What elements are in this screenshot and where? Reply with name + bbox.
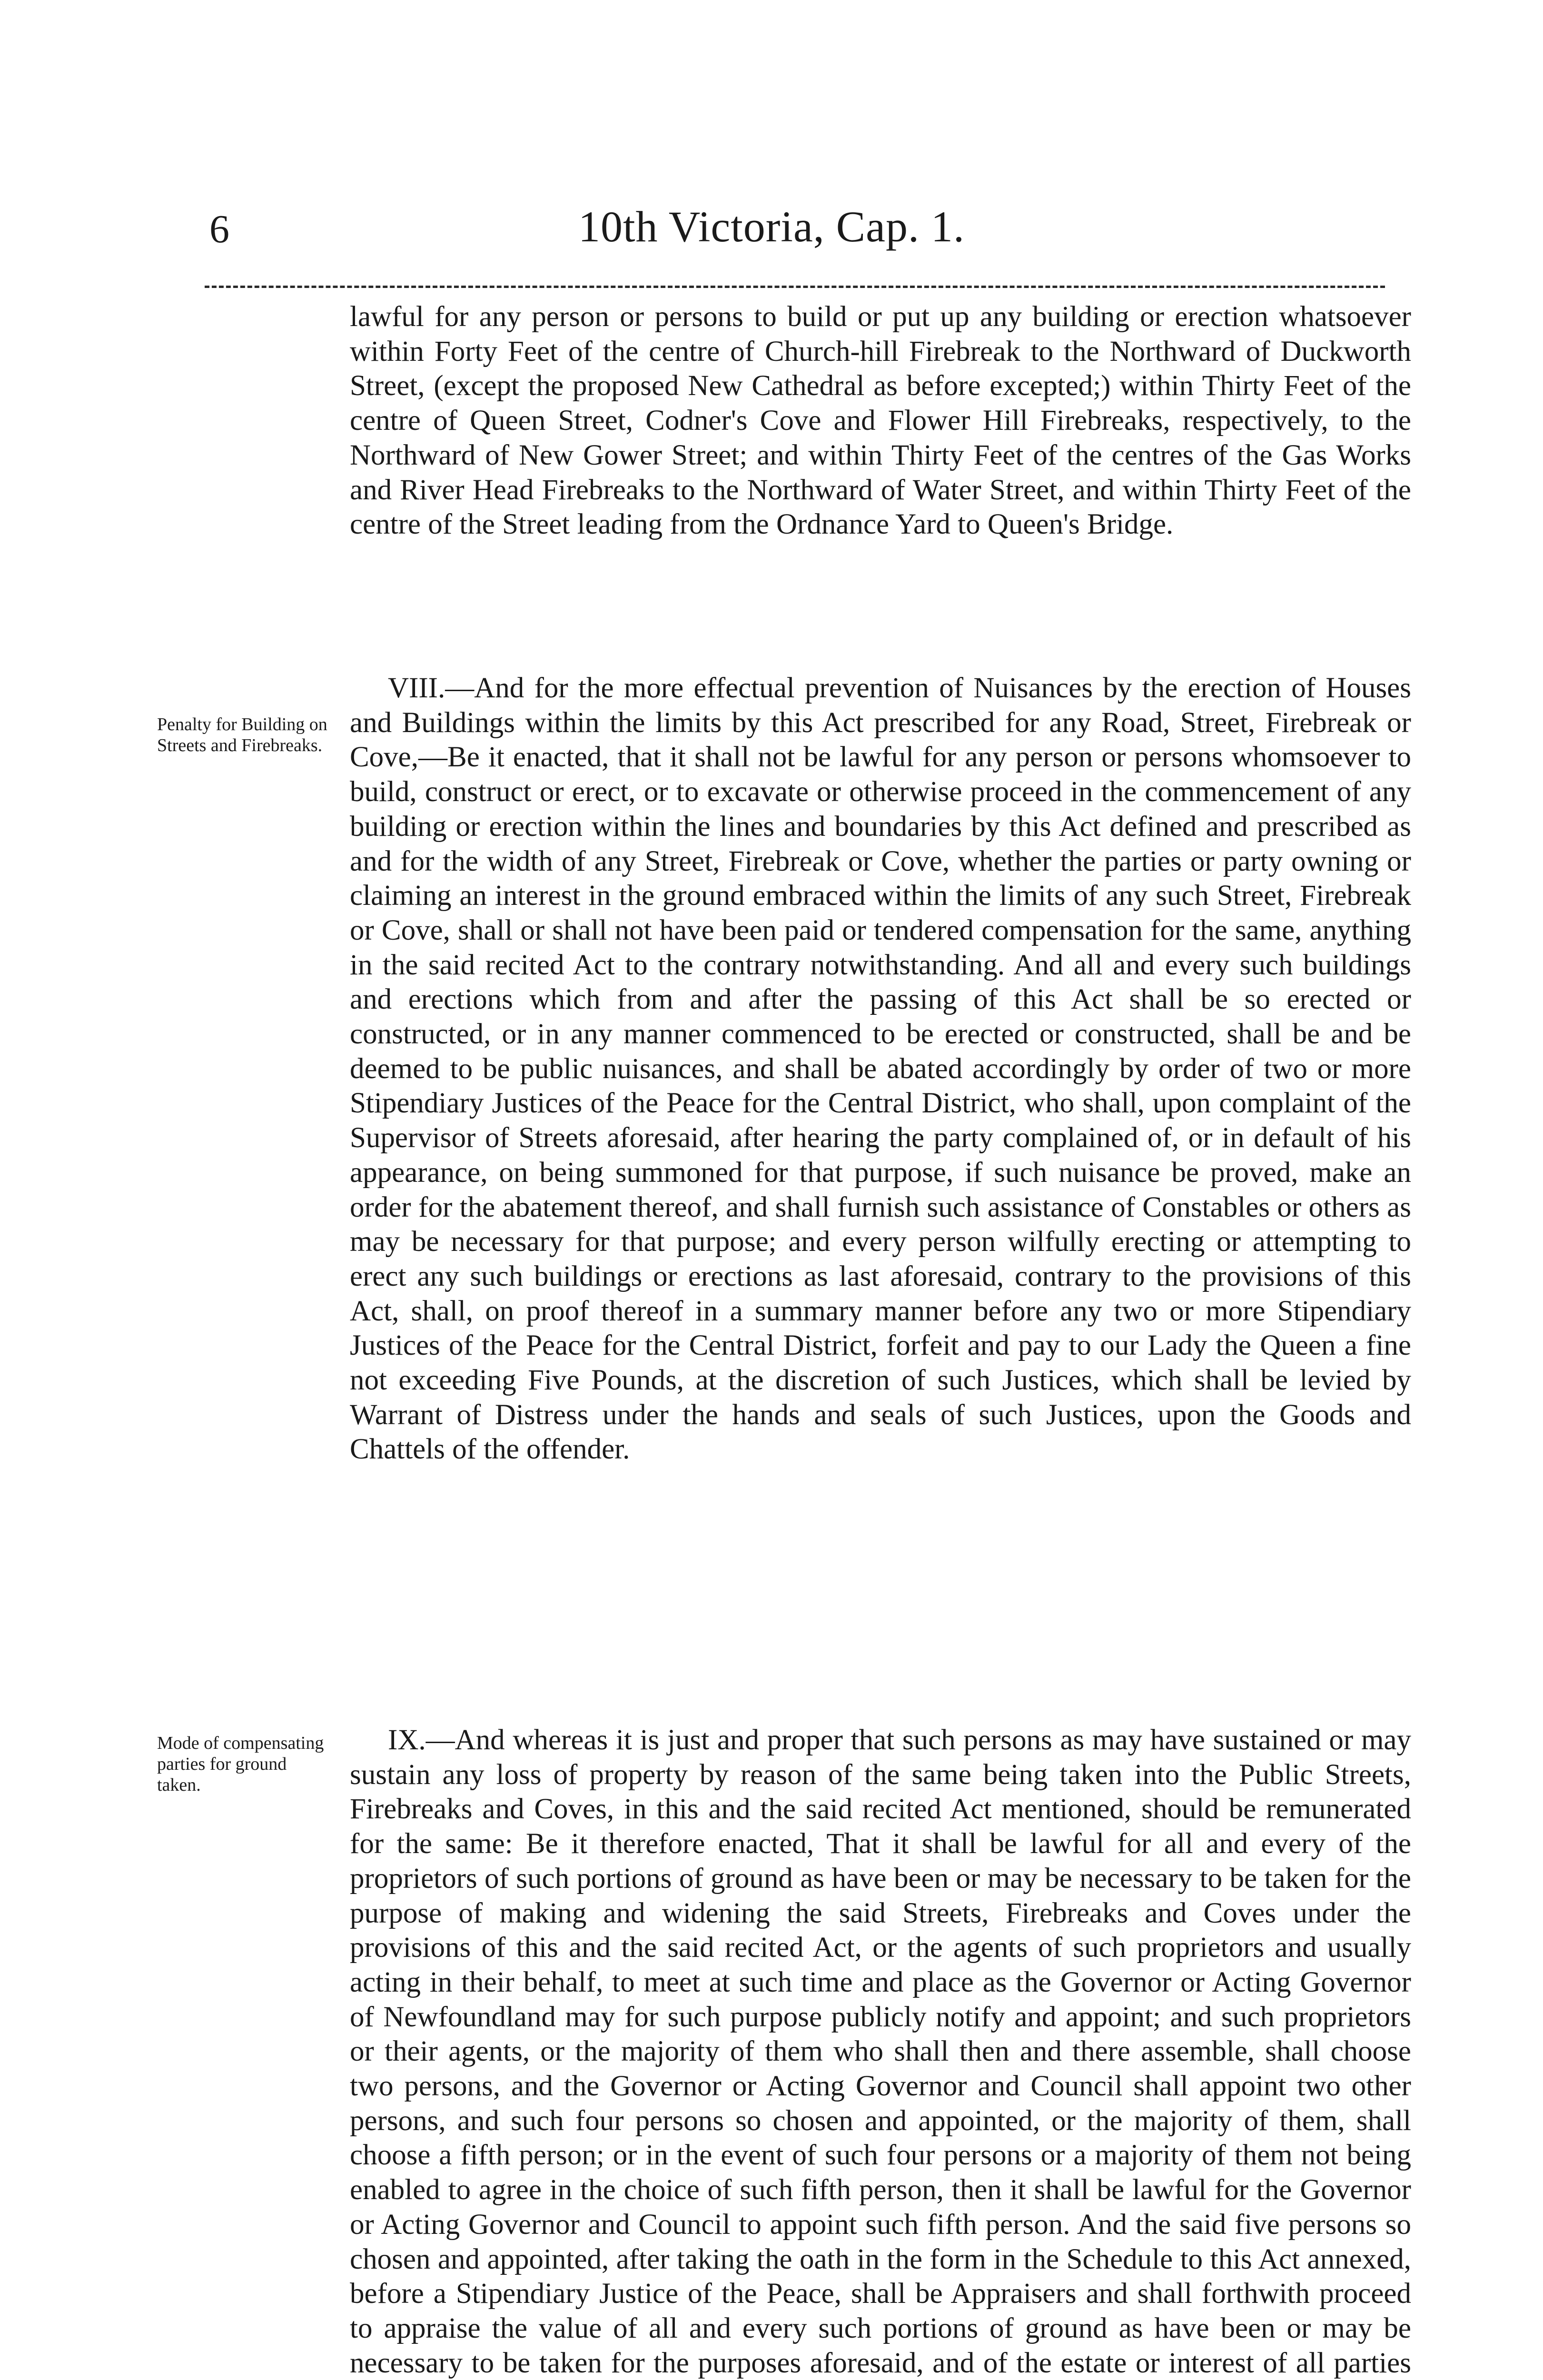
margin-note-penalty: Penalty for Building on Streets and Firebreaks. xyxy=(157,714,327,755)
running-title: 10th Victoria, Cap. 1. xyxy=(578,202,965,251)
margin-note-compensation: Mode of compensating parties for ground taken. xyxy=(157,1733,324,1795)
paragraph-section-ix: IX.—And whereas it is just and proper that such persons as may have sustained or may sustain any loss of property by reason of the same being taken into the Public Streets, Firebreaks and Coves, in this and the said recited Act mentioned, should be remunerated for the same: Be it therefore enacted, That it shall be lawful for all and every of the proprietors of such portions of ground as have been or may be necessary to be taken for the purpose of making and widening the said Streets, Firebreaks and Coves under the provisions of this and the said recited Act, or the agents of such proprietors and usually acting in their behalf, to meet at such time and place as the Governor or Acting Governor of Newfoundland may for such purpose publicly notify and appoint; and such proprietors or their agents, or the majority of them who shall then and there assemble, shall choose two persons, and the Governor or Acting Governor and Council shall appoint two other persons, and such four persons so chosen and appointed, or the majority of them, shall choose a fifth person; or in the event of such four persons or a majority of them not being enabled to agree in the choice of such fifth person, then it shall be lawful for the Governor or Acting Governor and Council to appoint such fifth person. And the said five persons so chosen and appointed, after taking the oath in the form in the Schedule to this Act annexed, before a Stipendiary Justice of the Peace, shall be Appraisers and shall forthwith proceed to appraise the value of all and every such portions of ground as have been or may be necessary to be taken for the purposes aforesaid, and of the estate or interest of all parties xyxy=(350,1724,1411,2379)
paragraph-section-viii: VIII.—And for the more effectual prevention of Nuisances by the erection of Houses and Buildings within the limits by this Act prescribed for any Road, Street, Firebreak or Cove,—Be it enacted, that it shall not be lawful for any person or persons whomsoever to build, construct or erect, or to excavate or otherwise proceed in the commencement of any building or erection within the lines and boundaries by this Act defined and prescribed as and for the width of any Street, Firebreak or Cove, whether the parties or party owning or claiming an interest in the ground embraced within the limits of any such Street, Firebreak or Cove, shall or shall not have been paid or tendered compensation for the same, anything in the said recited Act to the contrary notwithstanding. And all and every such buildings and erections which from and after the passing of this Act shall be so erected or constructed, or in any manner commenced to be erected or constructed, shall be and be deemed to be public nuisances, and shall be abated accordingly by order of two or more Stipendiary Justices of the Peace for the Central District, who shall, upon complaint of the Supervisor of Streets aforesaid, after hearing the party complained of, or in default of his appearance, on being summoned for that purpose, if such nuisance be proved, make an order for the abatement thereof, and shall furnish such assistance of Constables or others as may be necessary for that purpose; and every person wilfully erecting or attempting to erect any such buildings or erections as last aforesaid, contrary to the provisions of this Act, shall, on proof thereof in a summary manner before any two or more Stipendiary Justices of the Peace for the Central District, forfeit and pay to our Lady the Queen a fine not exceeding Five Pounds, at the discretion of such Justices, which shall be levied by Warrant of Distress under the hands and seals of such Justices, upon the Goods and Chattels of the offender. xyxy=(350,672,1411,1466)
page-number: 6 xyxy=(209,207,229,251)
paragraph-continued: lawful for any person or persons to build or put up any building or erection whatsoever within Forty Feet of the centre of Church-hill Firebreak to the Northward of Duckworth Street, (except the proposed New Cathedral as before excepted;) within Thirty Feet of the centre of Queen Street, Codner's Cove and Flower Hill Firebreaks, respectively, to the Northward of New Gower Street; and within Thirty Feet of the centres of the Gas Works and River Head Firebreaks to the Northward of Water Street, and within Thirty Feet of the centre of the Street leading from the Ordnance Yard to Queen's Bridge. xyxy=(350,301,1411,541)
header-rule xyxy=(205,286,1385,288)
